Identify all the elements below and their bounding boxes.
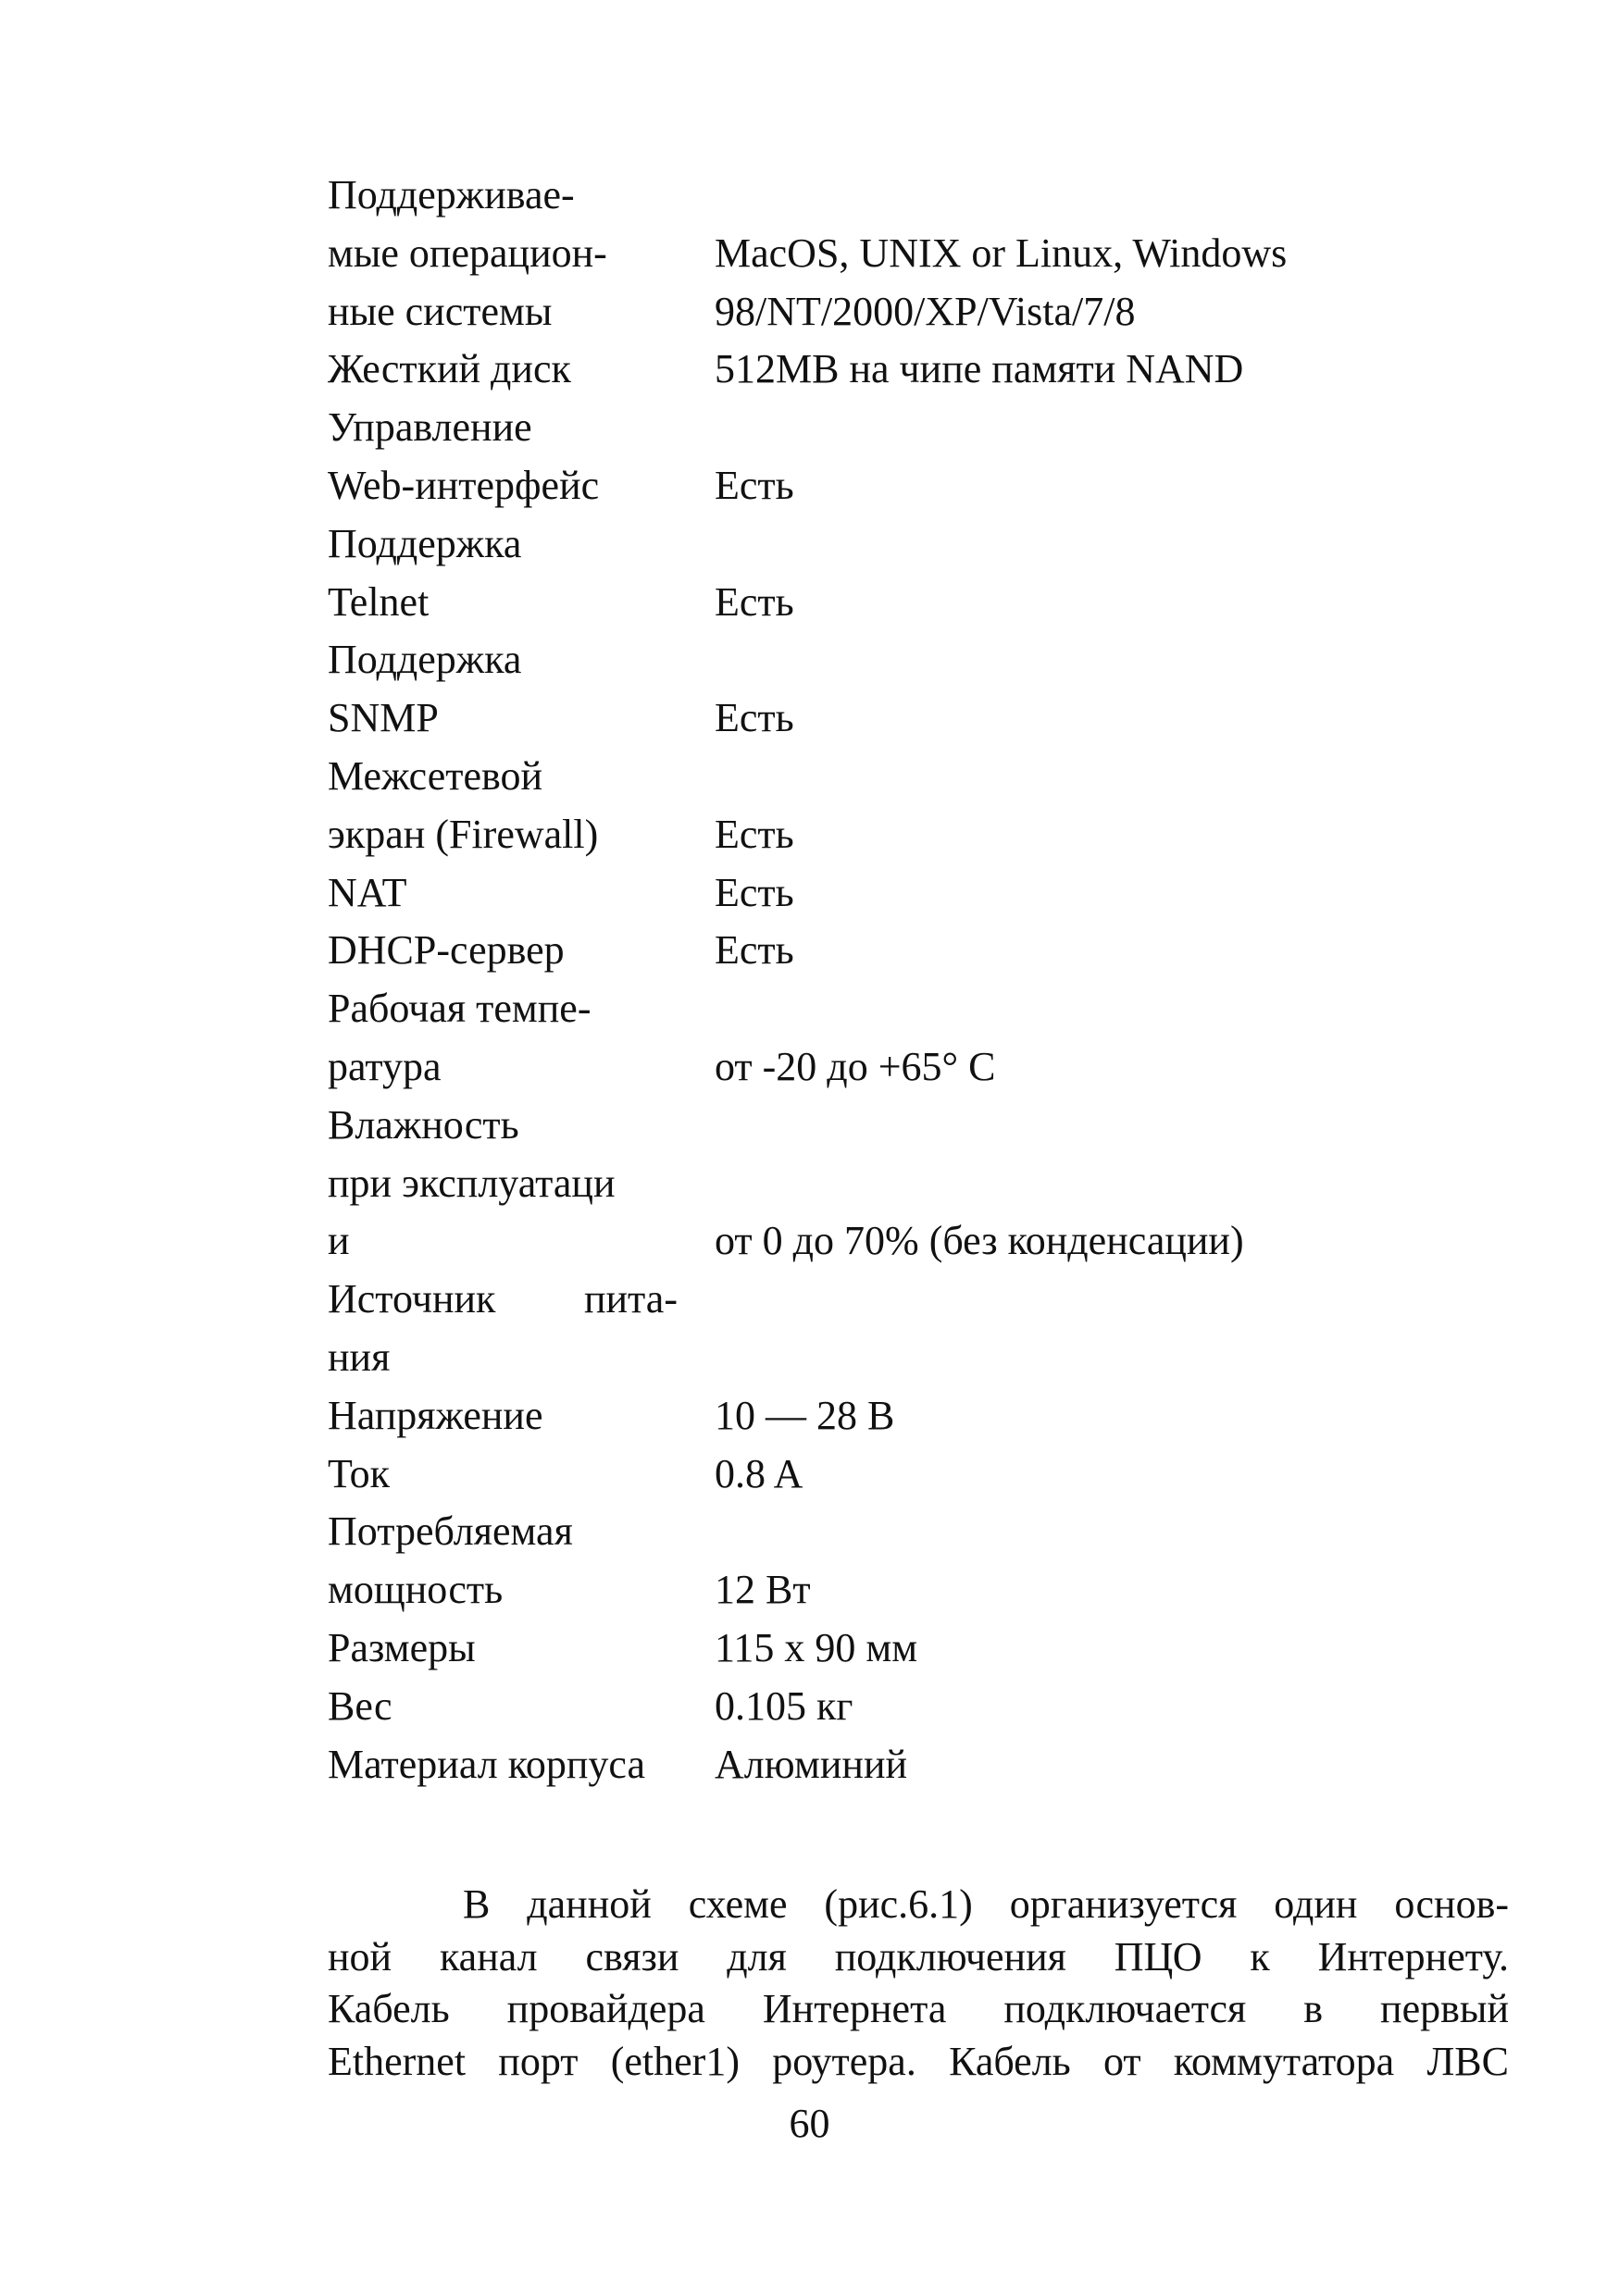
spec-value-line: Есть [715,869,794,915]
spec-label-line: ратура [328,1043,442,1089]
spec-label [328,631,715,748]
spec-label [328,1271,715,1387]
spec-row [328,1097,1476,1271]
spec-value-line: 115 x 90 мм [715,1624,918,1670]
spec-label-line: ные системы [328,288,553,334]
spec-label-line: Управление [328,404,532,451]
spec-row [328,399,1476,515]
spec-label [328,1736,715,1794]
spec-row [328,1503,1476,1620]
spec-label-line: Материал корпуса [328,1741,645,1787]
spec-row [328,167,1476,341]
spec-row [328,980,1476,1097]
spec-value-line: Есть [715,927,794,974]
paragraph-line: ной канал связи для подключения ПЦО к Интернету. [328,1933,1509,1980]
spec-value [715,1387,1476,1446]
spec-row [328,748,1476,864]
spec-label [328,864,715,923]
spec-label-line: Поддерживае- [328,172,575,217]
spec-value [715,1678,1476,1736]
spec-label [328,1446,715,1504]
spec-row [328,1387,1476,1446]
paragraph-line: В данной схеме (рис.6.1) организуется один основ- [463,1881,1509,1927]
spec-label-line: Напряжение [328,1392,543,1438]
spec-row [328,1446,1476,1504]
spec-value [715,1038,1476,1097]
spec-value [715,1561,1476,1620]
spec-value-line: Есть [715,811,794,857]
spec-label-line: Влажность [328,1101,519,1148]
spec-value [715,167,1476,341]
specifications-table [328,167,1476,1793]
spec-label-line: Рабочая темпе- [328,986,592,1032]
paragraph-line: Ethernet порт (ether1) роутера. Кабель от коммутатора ЛВС [328,2038,1509,2084]
spec-label-line: и [328,1218,350,1264]
spec-row [328,1271,1476,1387]
spec-value-line: 10 — 28 В [715,1392,895,1438]
spec-label-line: SNMP [328,695,439,741]
spec-value [715,457,1476,515]
spec-value [715,574,1476,632]
spec-label-line: ния [328,1334,391,1380]
spec-label [328,748,715,864]
spec-value [715,806,1476,864]
spec-value-line: MacOS, UNIX or Linux, Windows [715,230,1288,276]
spec-label-line: Межсетевой [328,752,543,799]
spec-label-line: Потребляемая [328,1508,573,1555]
spec-label [328,1097,715,1271]
body-paragraph [328,1879,1509,2088]
spec-label-line: Поддержка [328,520,522,566]
spec-value-line: от -20 до +65° C [715,1043,996,1089]
spec-row [328,922,1476,980]
spec-value-line: Есть [715,695,794,741]
page-number: 60 [789,2101,830,2146]
spec-value-line: Алюминий [715,1741,908,1787]
spec-value [715,1212,1476,1271]
spec-label-line: мощность [328,1567,504,1613]
spec-value-line: 512MB на чипе памяти NAND [715,346,1244,392]
spec-value-line: 98/NT/2000/XP/Vista/7/8 [715,288,1136,334]
spec-value [715,922,1476,980]
spec-label-line: при эксплуатаци [328,1160,616,1206]
spec-value-line: 0.105 кг [715,1682,853,1729]
spec-value-line: 12 Вт [715,1567,811,1613]
spec-value-line: Есть [715,578,794,625]
spec-value [715,689,1476,748]
spec-row [328,1678,1476,1736]
spec-label-line: мые операцион- [328,230,607,276]
spec-label [328,341,715,399]
spec-label-line: NAT [328,869,407,915]
spec-row [328,1620,1476,1678]
paragraph-line: Кабель провайдера Интернета подключается в первый [328,1986,1509,2031]
spec-label-line: Размеры [328,1624,476,1670]
spec-label [328,1503,715,1620]
spec-label [328,515,715,632]
spec-row [328,1736,1476,1794]
spec-row [328,631,1476,748]
spec-value [715,1271,1476,1387]
spec-label [328,167,715,341]
spec-value-line: Есть [715,462,794,508]
spec-row [328,341,1476,399]
spec-label-line: экран (Firewall) [328,811,599,857]
spec-label [328,1620,715,1678]
spec-label-line: Вес [328,1682,392,1729]
spec-label-line: DHCP-сервер [328,927,565,974]
spec-label-line: Жесткий диск [328,346,571,392]
spec-value [715,1620,1476,1678]
spec-row [328,515,1476,632]
spec-label [328,1678,715,1736]
spec-label [328,1387,715,1446]
spec-value [715,1736,1476,1794]
spec-label-line: Web-интерфейс [328,462,600,508]
spec-value [715,864,1476,923]
spec-value-line [715,1271,1476,1329]
spec-label-line: Поддержка [328,637,522,683]
spec-value [715,341,1476,399]
spec-label [328,922,715,980]
spec-label [328,980,715,1097]
spec-label-line: Telnet [328,578,430,625]
spec-label-line: Источник пита- [328,1276,678,1322]
spec-row [328,864,1476,923]
spec-label [328,399,715,515]
spec-value-line: 0.8 A [715,1450,803,1496]
spec-value [715,1446,1476,1504]
spec-label-line: Ток [328,1450,390,1496]
spec-value-line: от 0 до 70% (без конденсации) [715,1218,1244,1264]
